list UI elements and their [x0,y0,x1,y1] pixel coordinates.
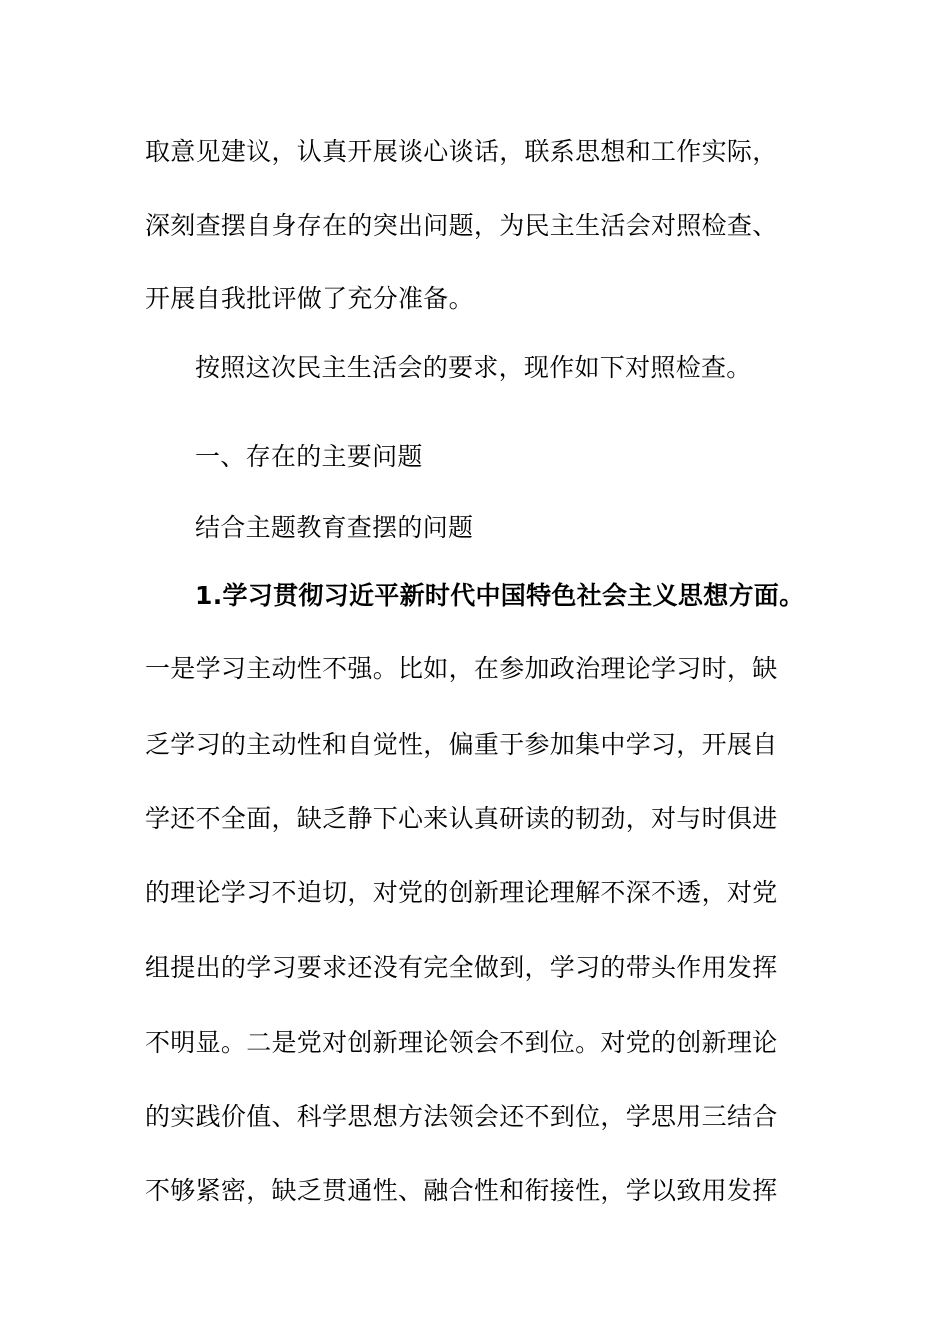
body-line-5: 组提出的学习要求还没有完全做到，学习的带头作用发挥 [145,953,778,982]
paragraph-line-3: 开展自我批评做了充分准备。 [145,284,474,313]
body-line-4: 的理论学习不迫切，对党的创新理论理解不深不透，对党 [145,878,778,907]
paragraph-intro: 按照这次民主生活会的要求，现作如下对照检查。 [195,353,752,382]
section-heading: 一、存在的主要问题 [195,442,423,471]
body-line-2: 乏学习的主动性和自觉性，偏重于参加集中学习，开展自 [145,730,778,759]
body-line-1: 一是学习主动性不强。比如，在参加政治理论学习时，缺 [145,654,778,683]
body-line-7: 的实践价值、科学思想方法领会还不到位，学思用三结合 [145,1102,778,1131]
body-line-6: 不明显。二是党对创新理论领会不到位。对党的创新理论 [145,1028,778,1057]
subsection-heading: 结合主题教育查摆的问题 [195,513,474,542]
paragraph-line-1: 取意见建议，认真开展谈心谈话，联系思想和工作实际， [145,137,778,166]
body-line-3: 学还不全面，缺乏静下心来认真研读的韧劲，对与时俱进 [145,804,778,833]
item-heading-1: 1.学习贯彻习近平新时代中国特色社会主义思想方面。 [195,581,805,610]
paragraph-line-2: 深刻查摆自身存在的突出问题，为民主生活会对照检查、 [145,211,778,240]
body-line-8: 不够紧密，缺乏贯通性、融合性和衔接性，学以致用发挥 [145,1176,778,1205]
